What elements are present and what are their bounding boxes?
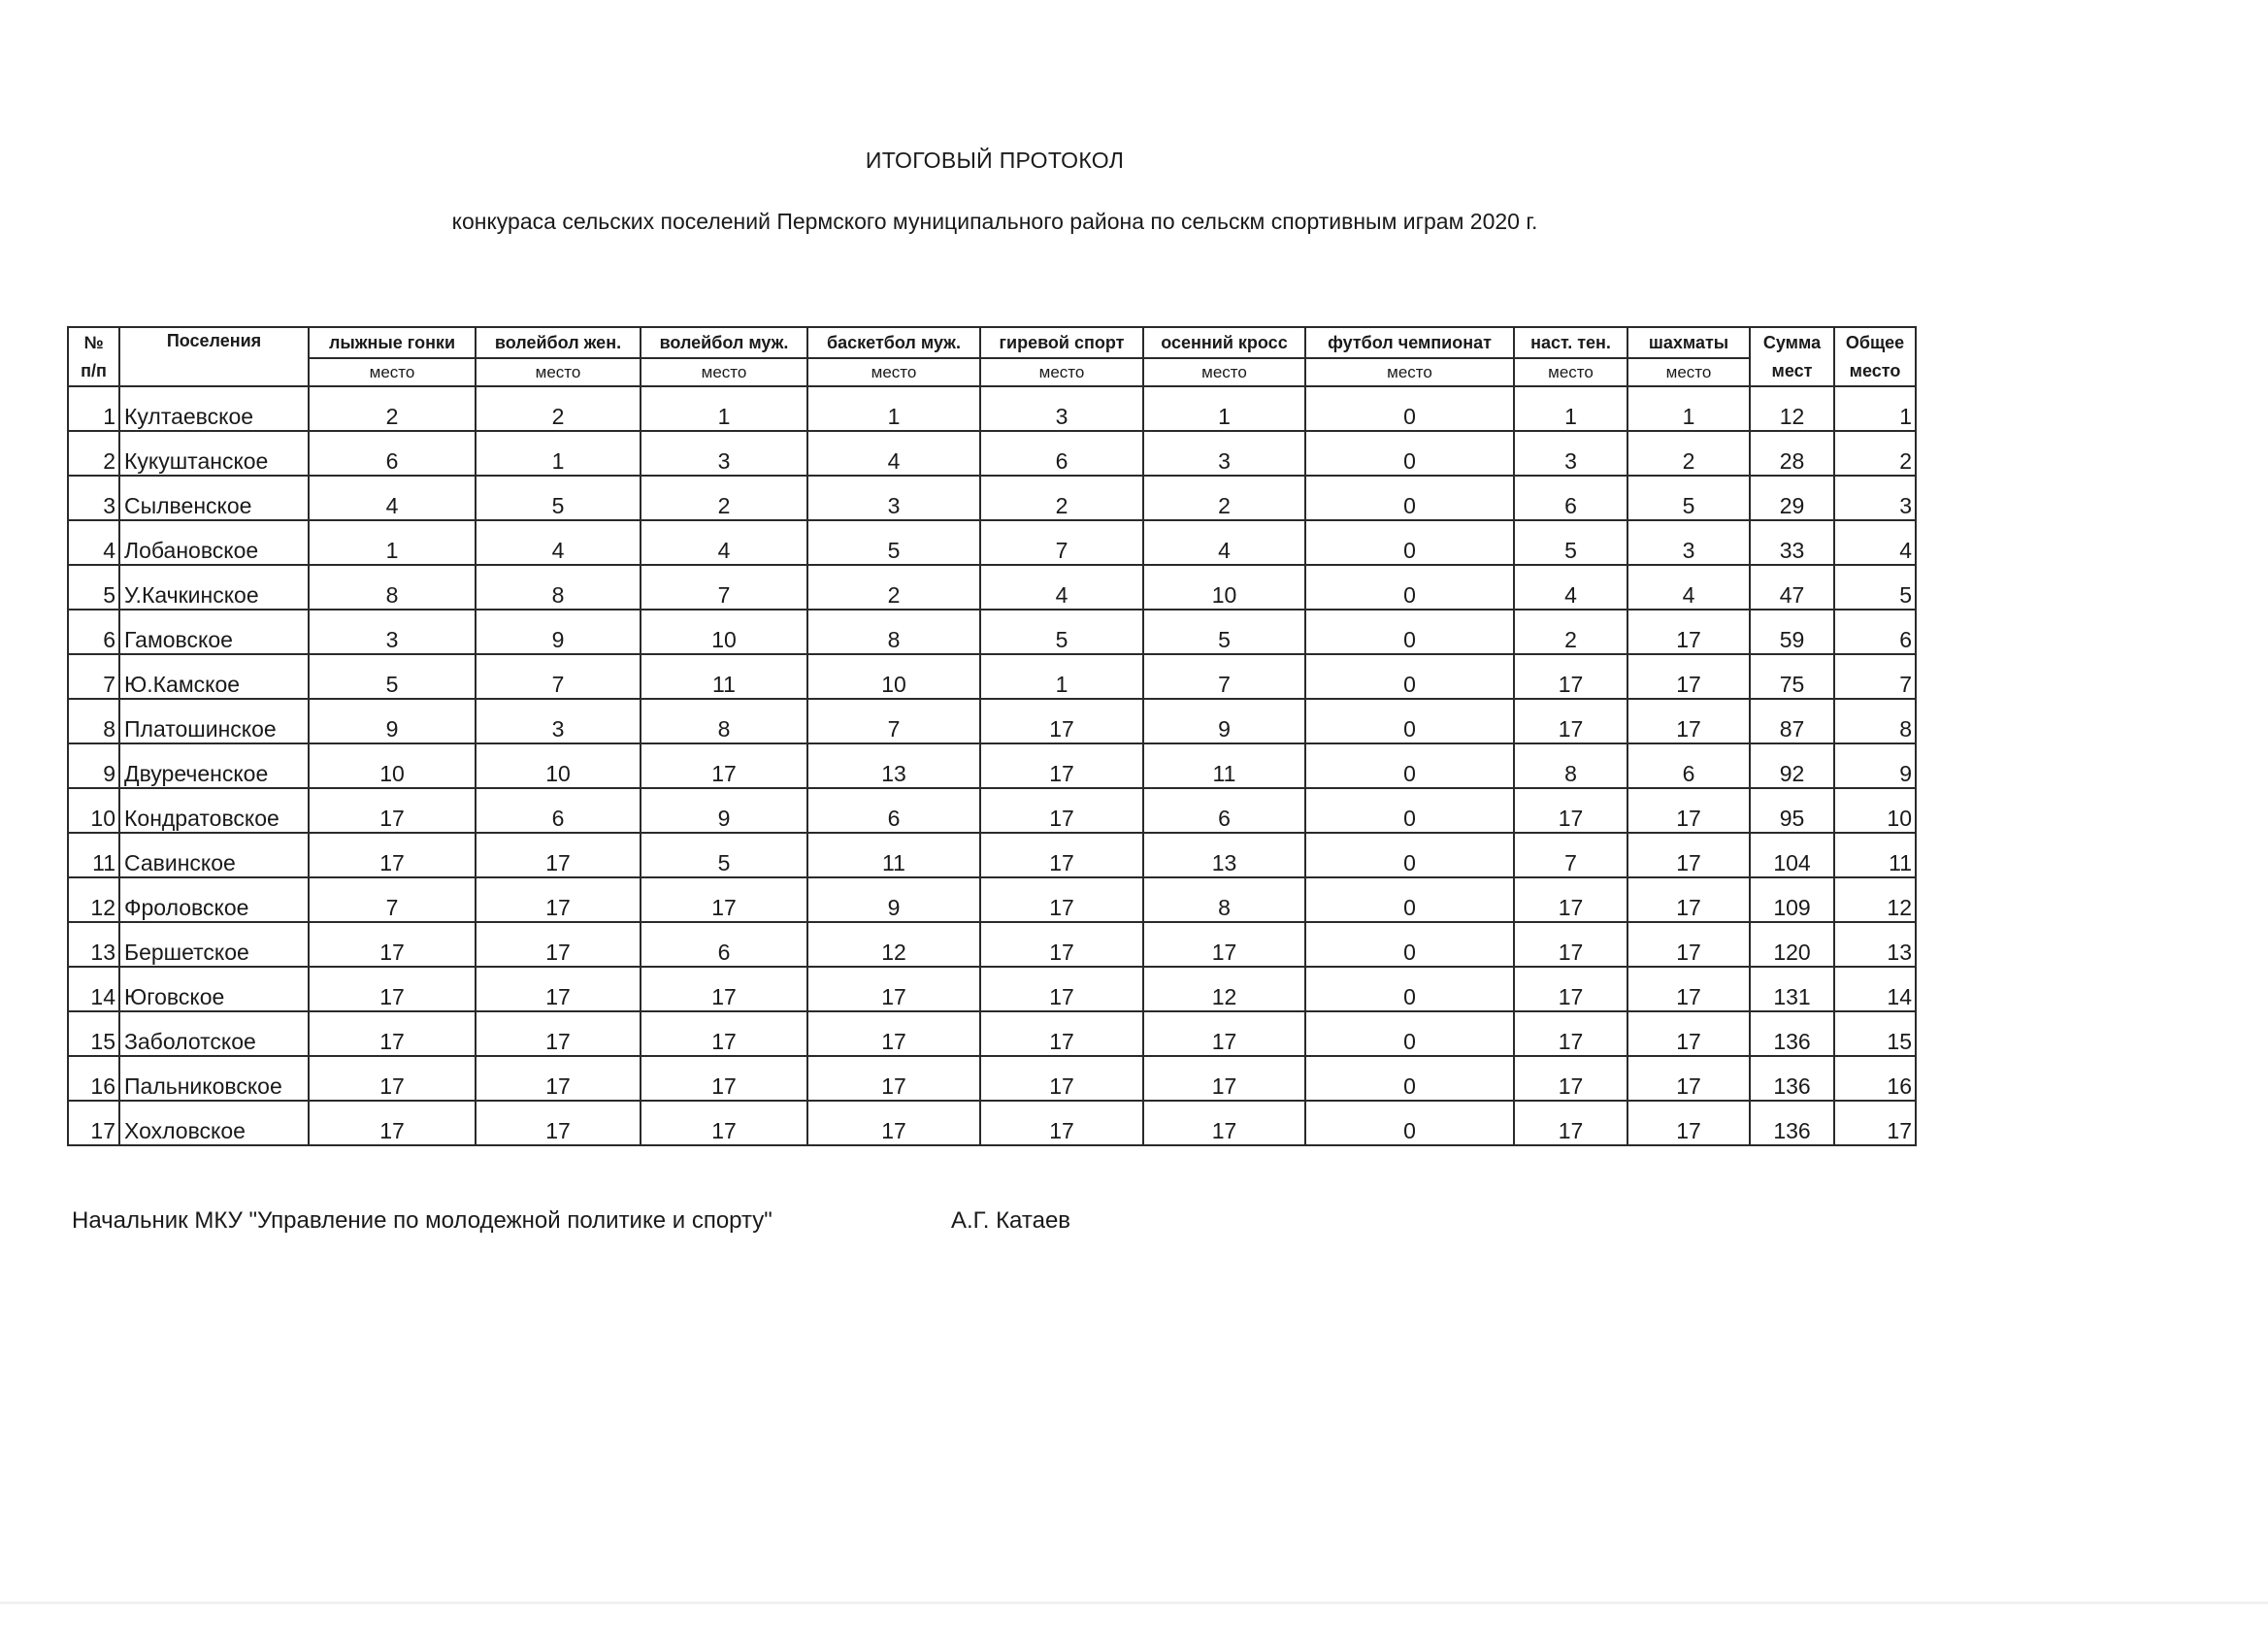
overall-place-cell: 11 [1834, 833, 1916, 877]
place-cell: 17 [980, 1011, 1143, 1056]
place-cell: 17 [1514, 699, 1627, 743]
place-cell: 17 [1627, 610, 1750, 654]
overall-place-cell: 6 [1834, 610, 1916, 654]
place-cell: 17 [1514, 1101, 1627, 1145]
place-cell: 17 [476, 1011, 641, 1056]
place-cell: 8 [1514, 743, 1627, 788]
overall-place-cell: 5 [1834, 565, 1916, 610]
header-sport: лыжные гонки [309, 327, 476, 358]
overall-place-cell: 14 [1834, 967, 1916, 1011]
sum-cell: 75 [1750, 654, 1834, 699]
results-table [67, 326, 1917, 1146]
place-cell: 17 [1627, 1101, 1750, 1145]
overall-place-cell: 12 [1834, 877, 1916, 922]
place-cell: 5 [476, 476, 641, 520]
table-row [68, 967, 1916, 1011]
overall-place-cell: 10 [1834, 788, 1916, 833]
header-num-line1: № [83, 332, 104, 352]
place-cell: 3 [807, 476, 980, 520]
document-subtitle: конкураса сельских поселений Пермского муниципального района по сельскм спортивным играм 2020 г. [451, 209, 1538, 234]
table-row [68, 788, 1916, 833]
settlement-name: Кукуштанское [119, 431, 309, 476]
place-cell: 17 [980, 699, 1143, 743]
place-cell: 2 [807, 565, 980, 610]
place-cell: 1 [1627, 386, 1750, 431]
place-cell: 6 [476, 788, 641, 833]
settlement-name: У.Качкинское [119, 565, 309, 610]
place-cell: 4 [1143, 520, 1305, 565]
row-number: 17 [68, 1101, 119, 1145]
place-cell: 4 [807, 431, 980, 476]
row-number: 6 [68, 610, 119, 654]
place-cell: 6 [1514, 476, 1627, 520]
place-cell: 0 [1305, 967, 1514, 1011]
place-cell: 4 [980, 565, 1143, 610]
header-sum [1750, 327, 1834, 386]
settlement-name: Савинское [119, 833, 309, 877]
place-cell: 4 [476, 520, 641, 565]
header-sport: осенний кросс [1143, 327, 1305, 358]
sum-cell: 87 [1750, 699, 1834, 743]
place-cell: 10 [641, 610, 807, 654]
sum-cell: 136 [1750, 1056, 1834, 1101]
place-cell: 13 [807, 743, 980, 788]
header-place: место [1305, 358, 1514, 386]
place-cell: 7 [807, 699, 980, 743]
place-cell: 6 [641, 922, 807, 967]
footer-signatory: А.Г. Катаев [951, 1207, 1071, 1234]
place-cell: 0 [1305, 520, 1514, 565]
overall-place-cell: 13 [1834, 922, 1916, 967]
overall-place-cell: 1 [1834, 386, 1916, 431]
table-row [68, 833, 1916, 877]
overall-place-cell: 7 [1834, 654, 1916, 699]
place-cell: 6 [1143, 788, 1305, 833]
table-row [68, 520, 1916, 565]
settlement-name: Пальниковское [119, 1056, 309, 1101]
place-cell: 0 [1305, 610, 1514, 654]
row-number: 12 [68, 877, 119, 922]
place-cell: 8 [1143, 877, 1305, 922]
place-cell: 17 [1627, 922, 1750, 967]
sum-cell: 120 [1750, 922, 1834, 967]
place-cell: 11 [641, 654, 807, 699]
place-cell: 17 [1514, 788, 1627, 833]
row-number: 2 [68, 431, 119, 476]
place-cell: 1 [980, 654, 1143, 699]
place-cell: 17 [1143, 922, 1305, 967]
overall-place-cell: 3 [1834, 476, 1916, 520]
place-cell: 17 [476, 1101, 641, 1145]
table-row [68, 743, 1916, 788]
place-cell: 17 [1514, 877, 1627, 922]
place-cell: 8 [807, 610, 980, 654]
row-number: 13 [68, 922, 119, 967]
settlement-name: Ю.Камское [119, 654, 309, 699]
header-sport: наст. тен. [1514, 327, 1627, 358]
place-cell: 17 [309, 922, 476, 967]
header-num-line2: п/п [81, 360, 107, 380]
place-cell: 8 [641, 699, 807, 743]
place-cell: 3 [1627, 520, 1750, 565]
table-row [68, 699, 1916, 743]
place-cell: 11 [1143, 743, 1305, 788]
place-cell: 9 [807, 877, 980, 922]
place-cell: 17 [641, 1056, 807, 1101]
place-cell: 17 [980, 1056, 1143, 1101]
place-cell: 1 [807, 386, 980, 431]
place-cell: 0 [1305, 431, 1514, 476]
place-cell: 17 [807, 1101, 980, 1145]
place-cell: 17 [309, 967, 476, 1011]
place-cell: 6 [1627, 743, 1750, 788]
place-cell: 3 [641, 431, 807, 476]
overall-place-cell: 16 [1834, 1056, 1916, 1101]
place-cell: 9 [309, 699, 476, 743]
header-place: место [1514, 358, 1627, 386]
place-cell: 3 [1514, 431, 1627, 476]
settlement-name: Кондратовское [119, 788, 309, 833]
place-cell: 12 [807, 922, 980, 967]
place-cell: 0 [1305, 565, 1514, 610]
table-row [68, 610, 1916, 654]
row-number: 7 [68, 654, 119, 699]
place-cell: 2 [476, 386, 641, 431]
sum-cell: 28 [1750, 431, 1834, 476]
settlement-name: Култаевское [119, 386, 309, 431]
sum-cell: 29 [1750, 476, 1834, 520]
row-number: 1 [68, 386, 119, 431]
place-cell: 9 [1143, 699, 1305, 743]
place-cell: 0 [1305, 788, 1514, 833]
place-cell: 17 [1627, 1011, 1750, 1056]
header-place: место [1627, 358, 1750, 386]
place-cell: 3 [980, 386, 1143, 431]
place-cell: 17 [1627, 1056, 1750, 1101]
place-cell: 17 [476, 967, 641, 1011]
place-cell: 17 [476, 877, 641, 922]
place-cell: 0 [1305, 922, 1514, 967]
place-cell: 5 [1514, 520, 1627, 565]
sum-cell: 104 [1750, 833, 1834, 877]
place-cell: 0 [1305, 1101, 1514, 1145]
place-cell: 1 [476, 431, 641, 476]
place-cell: 17 [1627, 877, 1750, 922]
overall-place-cell: 9 [1834, 743, 1916, 788]
sum-cell: 109 [1750, 877, 1834, 922]
header-place: место [641, 358, 807, 386]
place-cell: 8 [309, 565, 476, 610]
place-cell: 17 [1514, 1056, 1627, 1101]
place-cell: 5 [309, 654, 476, 699]
header-num [68, 327, 119, 386]
place-cell: 17 [1627, 967, 1750, 1011]
document-title: ИТОГОВЫЙ ПРОТОКОЛ [865, 148, 1125, 173]
place-cell: 7 [476, 654, 641, 699]
place-cell: 6 [807, 788, 980, 833]
place-cell: 17 [476, 833, 641, 877]
overall-place-cell: 15 [1834, 1011, 1916, 1056]
row-number: 8 [68, 699, 119, 743]
settlement-name: Гамовское [119, 610, 309, 654]
table-row [68, 431, 1916, 476]
place-cell: 2 [1514, 610, 1627, 654]
header-overall-line2: место [1849, 360, 1901, 380]
place-cell: 17 [309, 1101, 476, 1145]
table-body [68, 386, 1916, 1145]
row-number: 5 [68, 565, 119, 610]
place-cell: 10 [1143, 565, 1305, 610]
place-cell: 17 [641, 743, 807, 788]
place-cell: 7 [309, 877, 476, 922]
place-cell: 17 [980, 833, 1143, 877]
place-cell: 0 [1305, 476, 1514, 520]
header-sport: шахматы [1627, 327, 1750, 358]
row-number: 4 [68, 520, 119, 565]
header-place: место [807, 358, 980, 386]
place-cell: 17 [980, 743, 1143, 788]
place-cell: 0 [1305, 1056, 1514, 1101]
row-number: 14 [68, 967, 119, 1011]
place-cell: 17 [641, 1101, 807, 1145]
settlement-name: Заболотское [119, 1011, 309, 1056]
place-cell: 9 [641, 788, 807, 833]
settlement-name: Юговское [119, 967, 309, 1011]
place-cell: 1 [641, 386, 807, 431]
header-sum-line1: Сумма [1762, 332, 1822, 352]
place-cell: 17 [1627, 699, 1750, 743]
header-sport: волейбол муж. [641, 327, 807, 358]
row-number: 3 [68, 476, 119, 520]
row-number: 11 [68, 833, 119, 877]
place-cell: 17 [309, 833, 476, 877]
table-header [68, 327, 1916, 386]
place-cell: 2 [309, 386, 476, 431]
place-cell: 17 [641, 1011, 807, 1056]
place-cell: 17 [980, 922, 1143, 967]
place-cell: 6 [980, 431, 1143, 476]
place-cell: 17 [807, 1056, 980, 1101]
place-cell: 0 [1305, 1011, 1514, 1056]
place-cell: 17 [1514, 654, 1627, 699]
place-cell: 17 [641, 967, 807, 1011]
place-cell: 1 [1143, 386, 1305, 431]
place-cell: 17 [1627, 788, 1750, 833]
place-cell: 17 [980, 967, 1143, 1011]
settlement-name: Хохловское [119, 1101, 309, 1145]
place-cell: 0 [1305, 654, 1514, 699]
place-cell: 4 [641, 520, 807, 565]
row-number: 16 [68, 1056, 119, 1101]
place-cell: 0 [1305, 743, 1514, 788]
place-cell: 17 [1143, 1011, 1305, 1056]
place-cell: 17 [807, 967, 980, 1011]
place-cell: 4 [1627, 565, 1750, 610]
header-sum-line2: мест [1771, 360, 1813, 380]
place-cell: 17 [980, 1101, 1143, 1145]
place-cell: 17 [980, 877, 1143, 922]
table-row [68, 476, 1916, 520]
sum-cell: 136 [1750, 1101, 1834, 1145]
place-cell: 0 [1305, 386, 1514, 431]
table-row [68, 654, 1916, 699]
place-cell: 1 [1514, 386, 1627, 431]
table-row [68, 565, 1916, 610]
overall-place-cell: 4 [1834, 520, 1916, 565]
scan-edge [0, 1601, 2268, 1604]
table-row [68, 1011, 1916, 1056]
overall-place-cell: 17 [1834, 1101, 1916, 1145]
place-cell: 17 [476, 922, 641, 967]
place-cell: 17 [1627, 833, 1750, 877]
place-cell: 2 [980, 476, 1143, 520]
place-cell: 8 [476, 565, 641, 610]
settlement-name: Фроловское [119, 877, 309, 922]
settlement-name: Бершетское [119, 922, 309, 967]
header-sport: волейбол жен. [476, 327, 641, 358]
place-cell: 17 [1143, 1056, 1305, 1101]
header-overall [1834, 327, 1916, 386]
settlement-name: Двуреченское [119, 743, 309, 788]
header-place: место [309, 358, 476, 386]
place-cell: 3 [1143, 431, 1305, 476]
place-cell: 7 [1514, 833, 1627, 877]
place-cell: 17 [807, 1011, 980, 1056]
sum-cell: 59 [1750, 610, 1834, 654]
place-cell: 17 [1514, 967, 1627, 1011]
place-cell: 10 [309, 743, 476, 788]
header-sport: баскетбол муж. [807, 327, 980, 358]
table-row [68, 922, 1916, 967]
table-row [68, 386, 1916, 431]
sum-cell: 12 [1750, 386, 1834, 431]
place-cell: 7 [641, 565, 807, 610]
overall-place-cell: 8 [1834, 699, 1916, 743]
place-cell: 5 [641, 833, 807, 877]
place-cell: 17 [309, 788, 476, 833]
header-overall-line1: Общее [1845, 332, 1905, 352]
table-row [68, 1101, 1916, 1145]
header-sport: гиревой спорт [980, 327, 1143, 358]
place-cell: 11 [807, 833, 980, 877]
place-cell: 9 [476, 610, 641, 654]
place-cell: 17 [1143, 1101, 1305, 1145]
sum-cell: 95 [1750, 788, 1834, 833]
table-row [68, 1056, 1916, 1101]
place-cell: 5 [980, 610, 1143, 654]
header-settlement: Поселения [119, 327, 309, 386]
row-number: 15 [68, 1011, 119, 1056]
place-cell: 0 [1305, 877, 1514, 922]
place-cell: 4 [1514, 565, 1627, 610]
sum-cell: 131 [1750, 967, 1834, 1011]
place-cell: 0 [1305, 833, 1514, 877]
place-cell: 17 [309, 1011, 476, 1056]
place-cell: 17 [641, 877, 807, 922]
sum-cell: 136 [1750, 1011, 1834, 1056]
place-cell: 17 [309, 1056, 476, 1101]
place-cell: 7 [1143, 654, 1305, 699]
row-number: 9 [68, 743, 119, 788]
row-number: 10 [68, 788, 119, 833]
place-cell: 17 [980, 788, 1143, 833]
place-cell: 6 [309, 431, 476, 476]
place-cell: 10 [476, 743, 641, 788]
place-cell: 5 [1143, 610, 1305, 654]
place-cell: 2 [1143, 476, 1305, 520]
sum-cell: 92 [1750, 743, 1834, 788]
table-row [68, 877, 1916, 922]
settlement-name: Платошинское [119, 699, 309, 743]
place-cell: 5 [1627, 476, 1750, 520]
place-cell: 13 [1143, 833, 1305, 877]
place-cell: 2 [1627, 431, 1750, 476]
header-place: место [980, 358, 1143, 386]
place-cell: 3 [309, 610, 476, 654]
overall-place-cell: 2 [1834, 431, 1916, 476]
header-sport: футбол чемпионат [1305, 327, 1514, 358]
header-place: место [1143, 358, 1305, 386]
header-place: место [476, 358, 641, 386]
sum-cell: 33 [1750, 520, 1834, 565]
settlement-name: Сылвенское [119, 476, 309, 520]
place-cell: 3 [476, 699, 641, 743]
place-cell: 4 [309, 476, 476, 520]
place-cell: 17 [476, 1056, 641, 1101]
place-cell: 17 [1627, 654, 1750, 699]
place-cell: 10 [807, 654, 980, 699]
place-cell: 0 [1305, 699, 1514, 743]
place-cell: 17 [1514, 1011, 1627, 1056]
place-cell: 7 [980, 520, 1143, 565]
place-cell: 12 [1143, 967, 1305, 1011]
place-cell: 2 [641, 476, 807, 520]
place-cell: 1 [309, 520, 476, 565]
settlement-name: Лобановское [119, 520, 309, 565]
place-cell: 5 [807, 520, 980, 565]
sum-cell: 47 [1750, 565, 1834, 610]
footer-position: Начальник МКУ "Управление по молодежной политике и спорту" [72, 1207, 772, 1234]
place-cell: 17 [1514, 922, 1627, 967]
